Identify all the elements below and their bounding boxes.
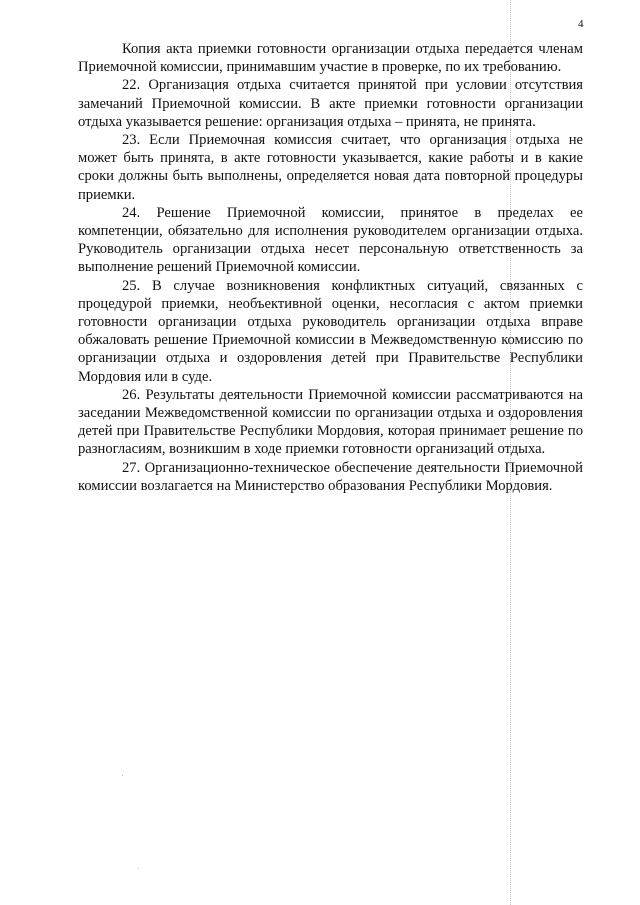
paragraph: 24. Решение Приемочной комиссии, принятое в пределах ее компетенции, обязательно для исполнения руководителем организации отдыха. Руководитель организации отдыха несет персональную ответственность за выполнение решений Приемочной комиссии. xyxy=(78,204,583,276)
paragraph: 27. Организационно-техническое обеспечение деятельности Приемочной комиссии возлагается на Министерство образования Республики Мордовия. xyxy=(78,459,583,494)
paragraph: Копия акта приемки готовности организации отдыха передается членам Приемочной комиссии, принимавшим участие в проверке, по их требованию. xyxy=(78,41,583,76)
paragraph: 22. Организация отдыха считается принятой при условии отсутствия замечаний Приемочной комиссии. В акте приемки готовности организации отдыха указывается решение: организация отдыха – принята, не принята. xyxy=(78,77,583,130)
scan-artifact-dot xyxy=(122,775,123,776)
paragraph: 25. В случае возникновения конфликтных ситуаций, связанных с процедурой приемки, необъективной оценки, несогласия с актом приемки готовности организации отдыха руководитель организации отдыха вправе обжаловать решение Приемочной комиссии в Межведомственную комиссию по организации отдыха и оздоровления детей при Правительстве Республики Мордовия или в суде. xyxy=(78,277,583,385)
document-body xyxy=(78,40,583,495)
paragraph: 26. Результаты деятельности Приемочной комиссии рассматриваются на заседании Межведомственной комиссии по организации отдыха и оздоровления детей при Правительстве Республики Мордовия, которая принимает решение по разногласиям, возникшим в ходе приемки готовности организаций отдыха. xyxy=(78,386,583,458)
paragraph: 23. Если Приемочная комиссия считает, что организация отдыха не может быть принята, в акте готовности указывается, какие работы и в какие сроки должны быть выполнены, определяется новая дата повторной процедуры приемки. xyxy=(78,132,583,203)
scan-artifact-dot xyxy=(138,868,139,869)
page-number: 4 xyxy=(578,18,584,30)
